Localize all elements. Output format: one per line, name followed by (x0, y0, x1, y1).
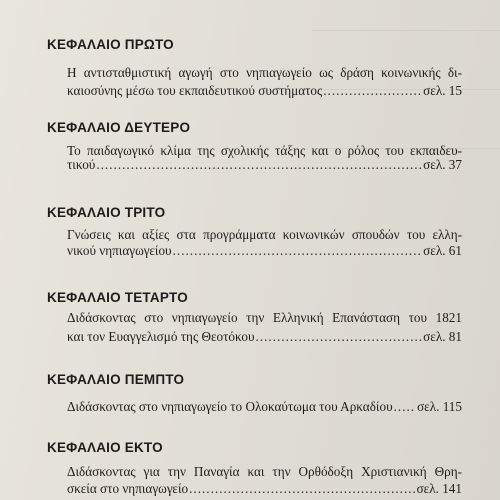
chapter-heading: ΚΕΦΑΛΑΙΟ ΤΡΙΤΟ (47, 205, 166, 220)
entry-title-text: σκεία στο νηπιαγωγείο (67, 481, 189, 496)
entry-title-last-line (67, 243, 462, 259)
dot-leader (173, 243, 423, 259)
entry-title-text: Διδάσκοντας στο νηπιαγωγείο το Ολοκαύτωμα του Αρκαδίου (67, 399, 393, 414)
entry-title-text: νικού νηπιαγωγείου (67, 243, 172, 258)
dot-leader (256, 329, 423, 345)
entry-title-line: Διδάσκοντας για την Παναγία και την Ορθόδοξη Χριστιανική Θρη- (67, 464, 462, 479)
entry-title-last-line (67, 329, 462, 345)
page-number: σελ. 37 (423, 157, 462, 172)
entry-title-last-line (67, 157, 462, 173)
chapter-heading: ΚΕΦΑΛΑΙΟ ΠΡΩΤΟ (47, 37, 174, 52)
chapter-heading: ΚΕΦΑΛΑΙΟ ΤΕΤΑΡΤΟ (47, 290, 188, 305)
entry-title-line: Διδάσκοντας στο νηπιαγωγείο την Ελληνική Επανάσταση του 1821 (67, 310, 462, 325)
entry-title-line: Γνώσεις και αξίες στα προγράμματα κοινωνικών σπουδών του ελλη- (67, 227, 462, 242)
entry-title-text: καιοσύνης μέσω του εκπαιδευτικού συστήματος (67, 83, 323, 98)
entry-title-line: Το παιδαγωγικό κλίμα της σχολικής τάξης και ο ρόλος του εκπαιδευ- (67, 143, 462, 158)
page-number: σελ. 15 (423, 83, 462, 98)
entry-title-text: τικού (67, 157, 96, 172)
page-number: σελ. 141 (416, 481, 462, 496)
chapter-heading: ΚΕΦΑΛΑΙΟ ΔΕΥΤΕΡΟ (47, 120, 191, 135)
chapter-heading: ΚΕΦΑΛΑΙΟ ΕΚΤΟ (47, 440, 163, 455)
bleed-through-line (312, 12, 500, 31)
dot-leader (323, 83, 422, 99)
entry-title-text: και τον Ευαγγελισμό της Θεοτόκου (67, 329, 255, 344)
chapter-heading: ΚΕΦΑΛΑΙΟ ΠΕΜΠΤΟ (47, 372, 185, 387)
page-number: σελ. 61 (423, 243, 462, 258)
dot-leader (189, 481, 415, 497)
dot-leader (96, 157, 422, 173)
page-number: σελ. 115 (417, 399, 462, 414)
entry-title-last-line (67, 83, 462, 99)
entry-title-last-line (67, 399, 462, 415)
page-number: σελ. 81 (423, 329, 462, 344)
entry-title-line: Η αντισταθμιστική αγωγή στο νηπιαγωγείο ως δράση κοινωνικής δι- (67, 65, 462, 80)
entry-title-last-line (67, 481, 462, 497)
dot-leader (394, 399, 416, 415)
